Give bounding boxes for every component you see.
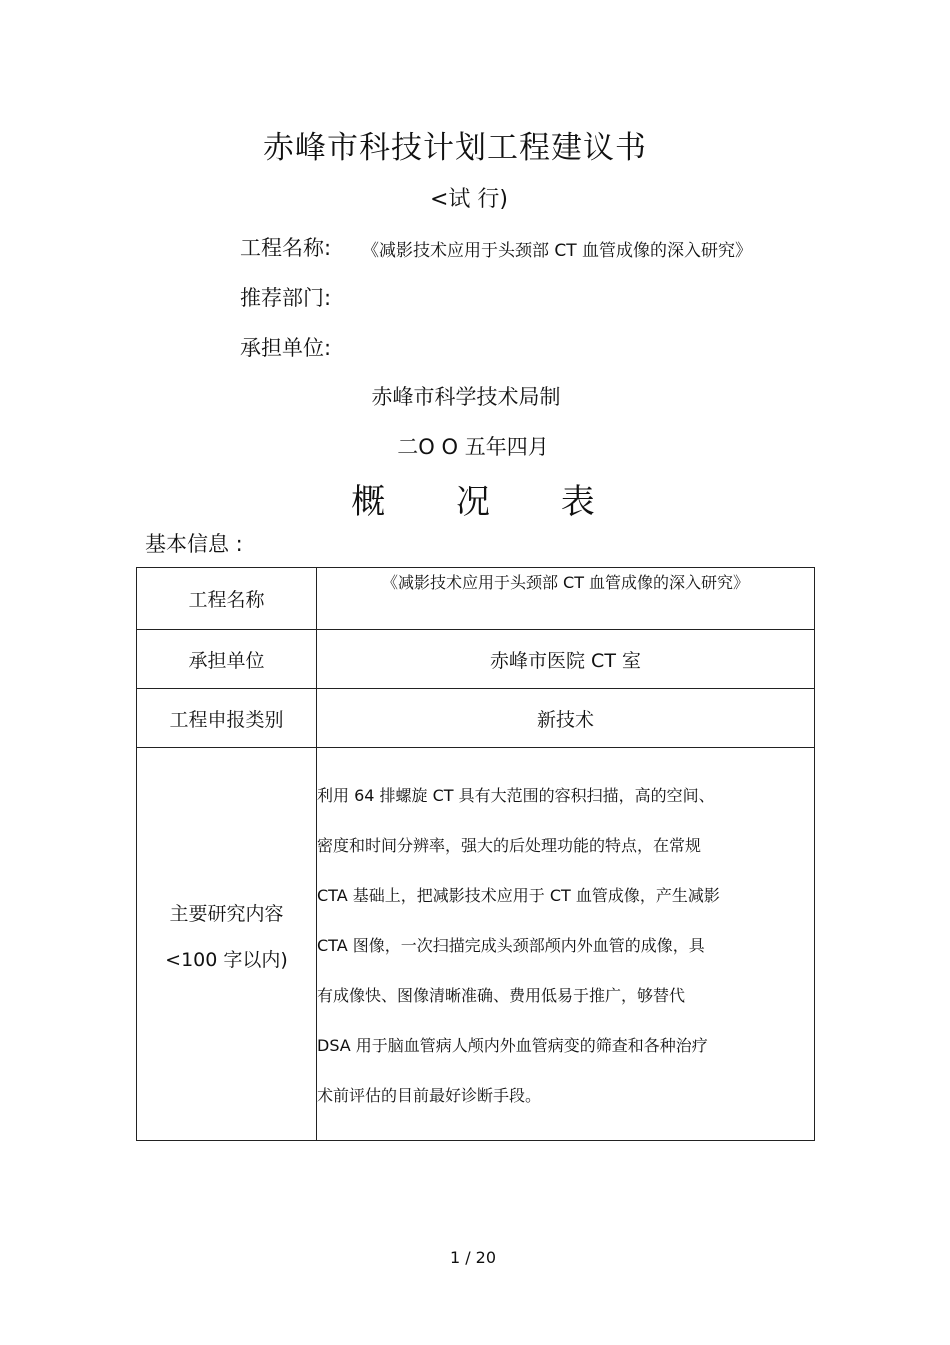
table-row xyxy=(137,630,815,689)
research-content-label-line1: 主要研究内容 xyxy=(169,903,284,925)
page-number: 1 / 20 xyxy=(449,1248,497,1267)
research-content-label-line2: <100 字以内) xyxy=(165,949,288,971)
project-name-cell-value: 《减影技术应用于头颈部 CT 血管成像的深入研究》 xyxy=(317,568,815,630)
project-name-label: 工程名称: xyxy=(240,236,332,260)
category-cell-value: 新技术 xyxy=(317,689,815,748)
table-row xyxy=(137,568,815,630)
content-line: DSA 用于脑血管病人颅内外血管病变的筛查和各种治疗 xyxy=(317,1035,708,1055)
table-row xyxy=(137,748,815,1141)
undertaker-cell-value: 赤峰市医院 CT 室 xyxy=(317,630,815,689)
document-title: 赤峰市科技计划工程建议书 xyxy=(263,130,647,166)
content-line: CTA 基础上，把减影技术应用于 CT 血管成像，产生减影 xyxy=(317,885,720,905)
overview-table xyxy=(136,567,815,1141)
document-subtitle: <试 行) xyxy=(429,187,508,212)
undertaking-unit-label: 承担单位: xyxy=(240,336,332,360)
project-name-value: 《减影技术应用于头颈部 CT 血管成像的深入研究》 xyxy=(362,241,753,261)
content-line: CTA 图像，一次扫描完成头颈部颅内外血管的成像，具 xyxy=(317,935,705,955)
basic-info-label: 基本信息 : xyxy=(145,532,243,556)
research-content-cell-label xyxy=(137,748,317,1141)
content-line: 密度和时间分辨率，强大的后处理功能的特点，在常规 xyxy=(317,835,702,855)
project-name-cell-label: 工程名称 xyxy=(137,568,317,630)
recommending-dept-label: 推荐部门: xyxy=(240,286,332,310)
content-line: 有成像快、图像清晰准确、费用低易于推广，够替代 xyxy=(317,985,686,1005)
category-cell-label: 工程申报类别 xyxy=(137,689,317,748)
issue-date: 二O O 五年四月 xyxy=(397,435,549,459)
content-line: 术前评估的目前最好诊断手段。 xyxy=(317,1085,542,1105)
overview-heading: 概 况 表 xyxy=(351,482,625,522)
issuer-text: 赤峰市科学技术局制 xyxy=(371,385,561,409)
table-row xyxy=(137,689,815,748)
research-content-cell-value xyxy=(317,748,815,1141)
undertaker-cell-label: 承担单位 xyxy=(137,630,317,689)
content-line: 利用 64 排螺旋 CT 具有大范围的容积扫描，高的空间、 xyxy=(317,785,715,805)
